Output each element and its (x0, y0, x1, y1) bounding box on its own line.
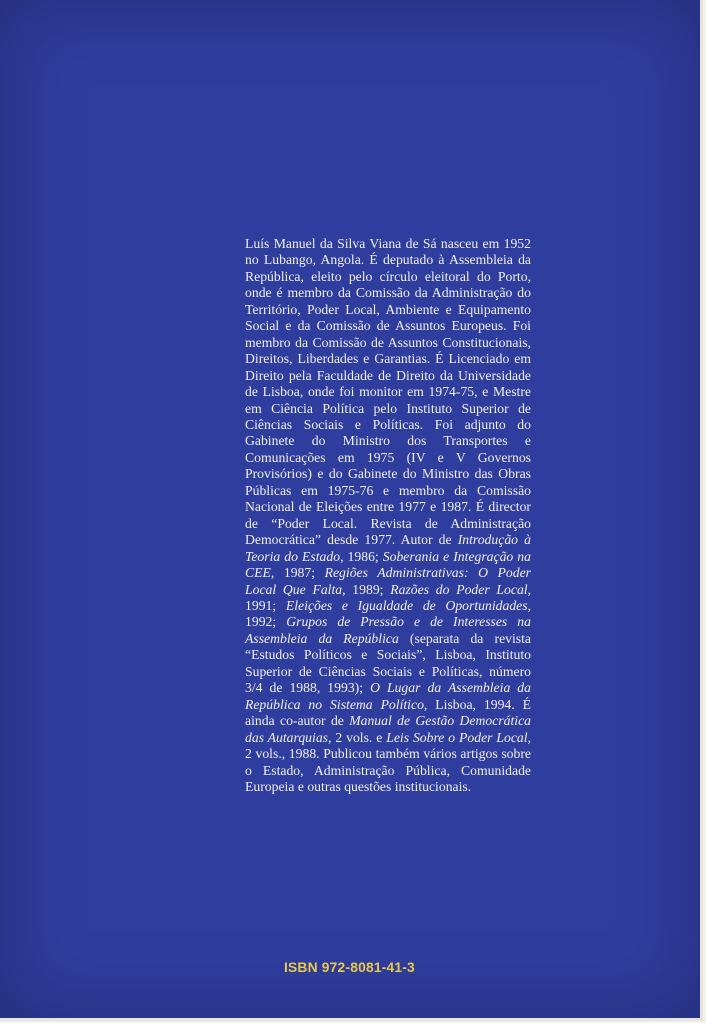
book-title: O Lugar da Assembleia da República no Sistema Político (245, 680, 531, 712)
book-title: Eleições e Igualdade de Oportunidades (285, 597, 528, 613)
book-title: Manual de Gestão Democrática das Autarquias (245, 713, 531, 745)
bio-text: , 2 vols., 1988. Publicou também vários artigos sobre o Estado, Administração Pública, Comunidade Europeia e outras questões institucionais. (245, 729, 531, 794)
book-title: Soberania e Integração na CEE (245, 548, 531, 581)
isbn-label: ISBN 972-8081-41-3 (284, 960, 415, 975)
bio-text: , 1991; (245, 581, 532, 613)
book-title: Razões do Poder Local (390, 581, 528, 597)
bio-text: , 2 vols. e (328, 729, 387, 745)
book-title: Introdução à Teoria do Estado (245, 532, 531, 564)
bio-text: , 1987; (270, 565, 325, 581)
bio-text: , 1992; (245, 597, 531, 630)
bio-text: , Lisboa, 1994. É ainda co-autor de (245, 696, 531, 729)
bio-text: Luís Manuel da Silva Viana de Sá nasceu em 1952 no Lubango, Angola. É deputado à Assembleia da República, eleito pelo círculo eleitoral do Porto, onde é membro da Comissão da Administração do Território, Poder Local, Ambiente e Equipamento Social e da Comissão de Assuntos Europeus. Foi membro da Comissão de Assuntos Constitucionais, Direitos, Liberdades e Garantias. É Licenciado em Direito pela Faculdade de Direito da Universidade de Lisboa, onde foi monitor em 1974-75, e Mestre em Ciência Política pelo Instituto Superior de Ciências Sociais e Políticas. Foi adjunto do Gabinete do Ministro dos Transportes e Comunicações em 1975 (IV e V Governos Provisórios) e do Gabinete do Ministro das Obras Públicas em 1975-76 e membro da Comissão Nacional de Eleições entre 1977 e 1987. É director de “Poder Local. Revista de Administração Democrática” desde 1977. Autor de (245, 236, 531, 548)
book-title: Leis Sobre o Poder Local (386, 729, 528, 745)
bio-text: (separata da revista “Estudos Políticos e Sociais”, Lisboa, Instituto Superior de Ciências Sociais e Políticas, número 3/4 de 1988, 1993); (245, 630, 531, 696)
author-biography (245, 236, 531, 795)
bio-text: , 1986; (340, 548, 383, 564)
book-title: Grupos de Pressão e de Interesses na Assembleia da República (245, 614, 531, 646)
bio-text: , 1989; (342, 581, 391, 597)
book-title: Regiões Administrativas: O Poder Local Que Falta (245, 565, 531, 597)
